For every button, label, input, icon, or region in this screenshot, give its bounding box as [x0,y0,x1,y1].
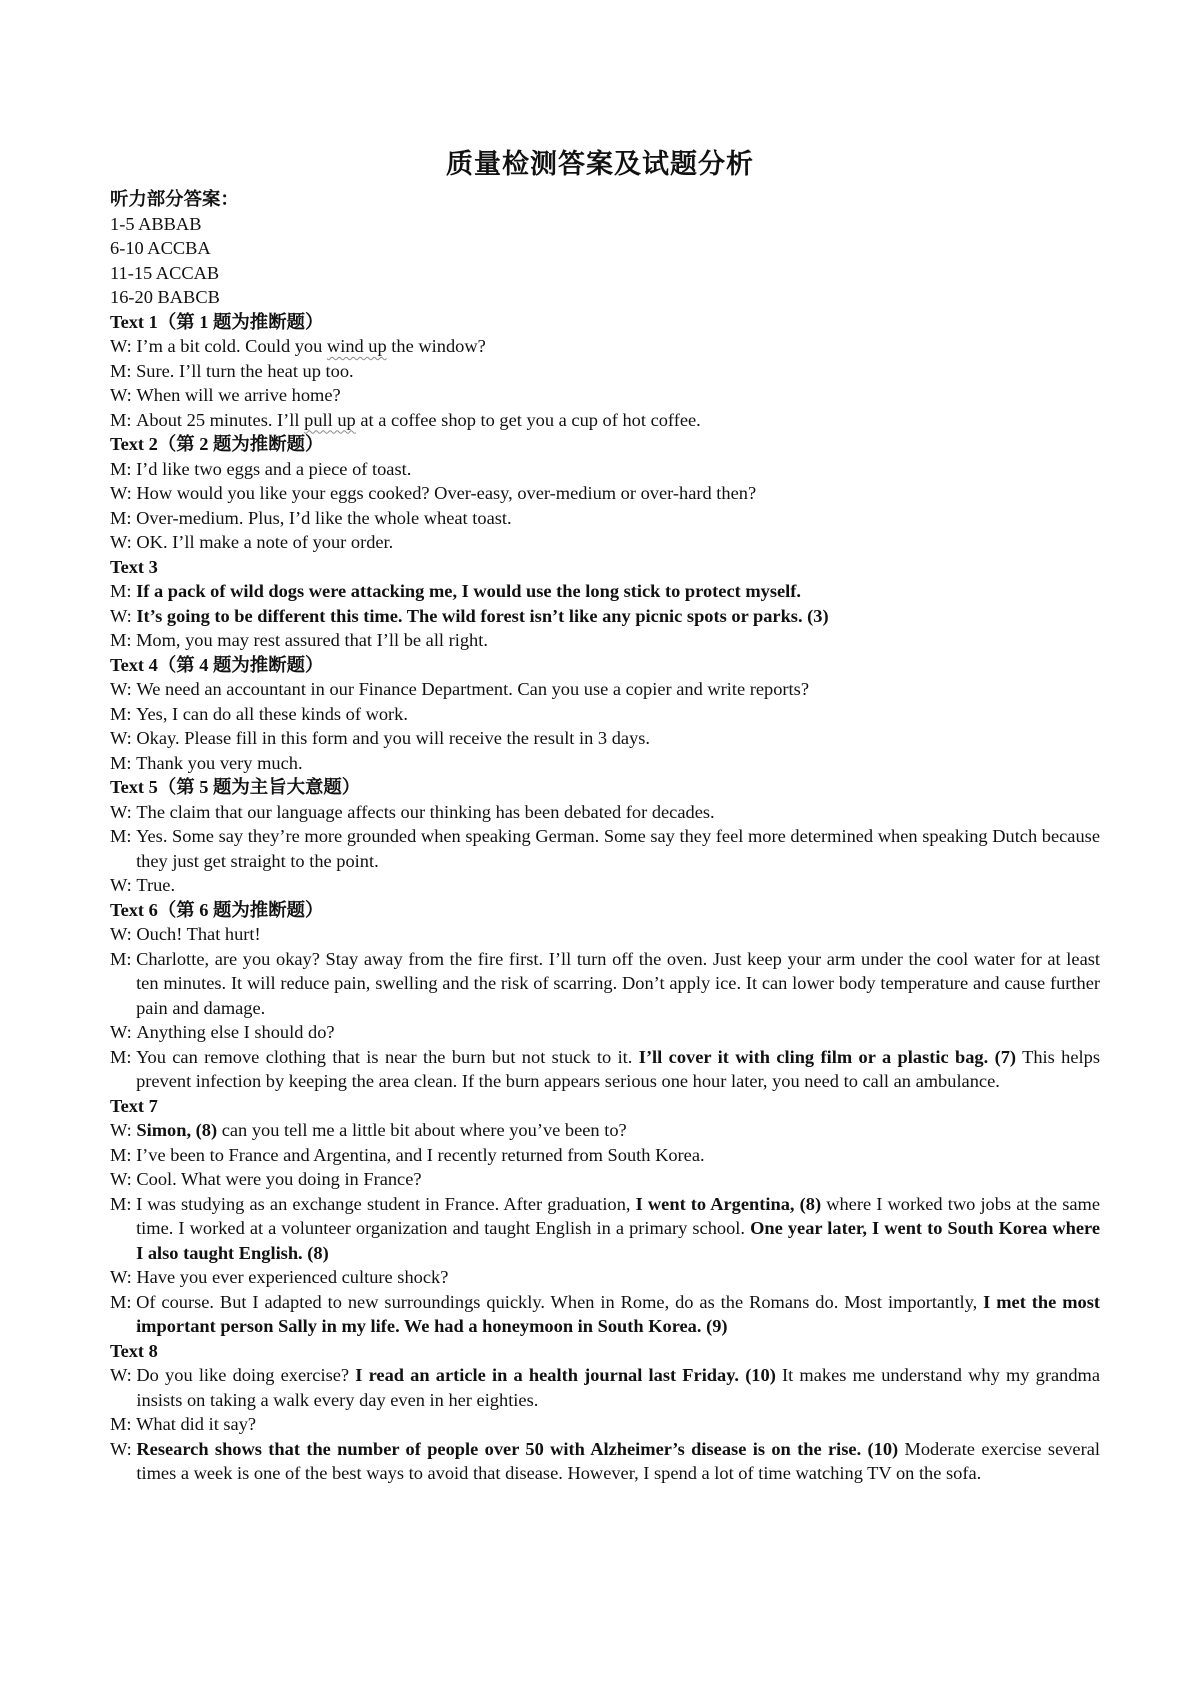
utterance [136,922,1100,947]
document-title: 质量检测答案及试题分析 [446,149,754,179]
utterance [136,702,1100,727]
dialogue-line [110,530,1100,555]
speaker-label: W: [110,1267,137,1287]
utterance [136,457,1100,482]
dialogue-line [110,506,1100,531]
utterance-text: What did it say? [136,1414,257,1434]
utterance-text: I’m a bit cold. Could you [136,336,327,356]
speaker-label: M: [110,458,137,479]
utterance-text: Of course. But I adapted to new surroundings quickly. When in Rome, do as the Romans do. Most importantly, [136,1291,984,1312]
speaker-label: W: [110,532,137,552]
bold-answer-text: I read an article in a health journal last Friday. (10) [355,1365,776,1385]
transcripts [110,310,1100,1486]
transcript-block [110,653,1100,776]
utterance-text: can you tell me a little bit about where you’ve been to? [217,1120,627,1140]
transcript-block [110,775,1100,898]
dialogue-line [110,359,1100,384]
speaker-label: W: [110,1365,137,1385]
bold-answer-text: One year later, I went to South Korea where I also taught English. (8) [136,1218,1100,1263]
utterance-text: I’d like two eggs and a piece of toast. [136,458,412,479]
dialogue-line [110,457,1100,482]
transcript-heading: Text 8 [110,1340,158,1361]
utterance [136,726,1100,751]
utterance [136,1437,1100,1486]
bold-answer-text: It’s going to be different this time. The wild forest isn’t like any picnic spots or parks. (3) [136,605,829,626]
transcript-heading: Text 1（第 1 题为推断题） [110,311,324,332]
utterance-text: OK. I’ll make a note of your order. [136,532,394,552]
utterance-text: We need an accountant in our Finance Department. Can you use a copier and write reports? [136,679,809,699]
answer-line: 1-5 ABBAB [110,213,202,234]
utterance-text: the window? [386,336,486,356]
speaker-label: W: [110,801,137,822]
dialogue-line [110,1143,1100,1168]
utterance [136,383,1100,408]
utterance [136,1045,1100,1094]
speaker-label: W: [110,924,137,944]
utterance [136,408,1100,433]
utterance [136,1363,1100,1412]
utterance-text: I was studying as an exchange student in France. After graduation, [136,1193,636,1214]
transcript-block [110,310,1100,433]
answer-key [110,212,1100,310]
utterance-text: Charlotte, are you okay? Stay away from the fire first. I’ll turn off the oven. Just keep your arm under the cool water for at least ten minutes. It will reduce pain, swelling and the risk of scarring. Don’t apply ice. It can lower body temperature and cause further pain and damage. [136,948,1100,1018]
section-label: 听力部分答案： [110,189,239,209]
speaker-label: W: [110,728,137,748]
transcript-block [110,432,1100,555]
utterance-text: Cool. What were you doing in France? [136,1169,422,1189]
speaker-label: W: [110,1169,137,1189]
utterance-text: True. [136,875,176,895]
utterance [136,800,1100,825]
utterance-text: Over-medium. Plus, I’d like the whole wheat toast. [136,507,512,528]
dialogue-line [110,947,1100,1021]
transcript-heading: Text 5（第 5 题为主旨大意题） [110,777,361,797]
transcript-heading: Text 3 [110,556,158,577]
utterance [136,1192,1100,1266]
dialogue-line [110,873,1100,898]
speaker-label: M: [110,1414,137,1434]
dialogue-line [110,800,1100,825]
speaker-label: M: [110,1144,137,1165]
transcript-block [110,898,1100,1094]
dialogue-line [110,334,1100,359]
utterance-text: How would you like your eggs cooked? Over-easy, over-medium or over-hard then? [136,483,757,503]
dialogue-line [110,1045,1100,1094]
utterance [136,1020,1100,1045]
utterance [136,334,1100,359]
dialogue-line [110,1192,1100,1266]
dialogue-line [110,628,1100,653]
utterance-text: Ouch! That hurt! [136,924,261,944]
speaker-label: W: [110,605,137,626]
utterance [136,1143,1100,1168]
utterance [136,873,1100,898]
dialogue-line [110,408,1100,433]
utterance-text: Thank you very much. [136,752,303,773]
speaker-label: M: [110,948,137,969]
speaker-label: M: [110,507,137,528]
document-body [110,187,1100,1486]
answer-line: 6-10 ACCBA [110,238,211,258]
speaker-label: W: [110,385,137,405]
transcript-block [110,1094,1100,1339]
utterance-text: Okay. Please fill in this form and you will receive the result in 3 days. [136,728,651,748]
bold-answer-text: I met the most important person Sally in my life. We had a honeymoon in South Korea. (9) [136,1291,1100,1336]
utterance [136,1265,1100,1290]
utterance-text: Yes. Some say they’re more grounded when speaking German. Some say they feel more determined when speaking Dutch because they just get straight to the point. [136,826,1100,871]
dialogue-line [110,1118,1100,1143]
utterance-text: Do you like doing exercise? [136,1365,356,1385]
dialogue-line [110,1265,1100,1290]
utterance [136,604,1100,629]
speaker-label: M: [110,1193,137,1214]
utterance [136,579,1100,604]
speaker-label: W: [110,483,137,503]
dialogue-line [110,1363,1100,1412]
dialogue-line [110,751,1100,776]
utterance-text: It makes me understand why my grandma insists on taking a walk every day even in her eighties. [136,1365,1100,1410]
speaker-label: M: [110,360,137,381]
speaker-label: M: [110,630,137,650]
utterance [136,1167,1100,1192]
speaker-label: W: [110,336,137,356]
speaker-label: M: [110,409,137,430]
utterance-text: Have you ever experienced culture shock? [136,1267,449,1287]
utterance [136,1118,1100,1143]
utterance-text: Moderate exercise several times a week is one of the best ways to avoid that disease. However, I spend a lot of time watching TV on the sofa. [136,1438,1100,1483]
utterance-text: Anything else I should do? [136,1022,335,1042]
dialogue-line [110,922,1100,947]
dialogue-line [110,702,1100,727]
transcript-heading: Text 2（第 2 题为推断题） [110,434,324,454]
utterance [136,506,1100,531]
dialogue-line [110,604,1100,629]
bold-answer-text: If a pack of wild dogs were attacking me, I would use the long stick to protect myself. [136,581,801,601]
dialogue-line [110,1167,1100,1192]
utterance [136,947,1100,1021]
dialogue-line [110,1412,1100,1437]
dialogue-line [110,824,1100,873]
utterance [136,628,1100,653]
utterance-text: This helps prevent infection by keeping the area clean. If the burn appears serious one hour later, you need to call an ambulance. [136,1046,1100,1091]
dialogue-line [110,383,1100,408]
speaker-label: M: [110,703,137,724]
speaker-label: M: [110,752,137,773]
bold-answer-text: Research shows that the number of people over 50 with Alzheimer’s disease is on the rise. (10) [136,1438,899,1459]
utterance-text: About 25 minutes. I’ll [136,409,305,430]
transcript-heading: Text 4（第 4 题为推断题） [110,654,324,675]
dialogue-line [110,1290,1100,1339]
dialogue-line [110,481,1100,506]
speaker-label: W: [110,1022,137,1042]
dialogue-line [110,1020,1100,1045]
underlined-phrase: wind up [326,336,387,356]
utterance-text: Yes, I can do all these kinds of work. [136,703,408,724]
speaker-label: W: [110,1438,137,1459]
utterance-text: When will we arrive home? [136,385,341,405]
utterance-text: Sure. I’ll turn the heat up too. [136,360,354,381]
dialogue-line [110,677,1100,702]
utterance-text: Mom, you may rest assured that I’ll be all right. [136,630,488,650]
underlined-phrase: pull up [304,409,356,430]
answer-line: 16-20 BABCB [110,287,220,307]
utterance-text: where I worked two jobs at the same time. I worked at a volunteer organization and taught English in a primary school. [136,1193,1100,1238]
utterance [136,481,1100,506]
answer-line: 11-15 ACCAB [110,262,220,283]
bold-answer-text: I went to Argentina, (8) [635,1193,822,1214]
speaker-label: M: [110,1291,137,1312]
utterance [136,1290,1100,1339]
transcript-block [110,1339,1100,1486]
transcript-heading: Text 6（第 6 题为推断题） [110,899,324,920]
utterance [136,751,1100,776]
utterance-text: The claim that our language affects our thinking has been debated for decades. [136,801,715,822]
speaker-label: W: [110,1120,137,1140]
utterance-text: at a coffee shop to get you a cup of hot coffee. [355,409,701,430]
speaker-label: M: [110,826,137,846]
utterance [136,677,1100,702]
bold-answer-text: I’ll cover it with cling film or a plastic bag. (7) [638,1046,1017,1067]
utterance [136,530,1100,555]
dialogue-line [110,726,1100,751]
speaker-label: M: [110,1046,137,1067]
utterance [136,824,1100,873]
utterance-text: You can remove clothing that is near the burn but not stuck to it. [136,1046,639,1067]
speaker-label: M: [110,581,137,601]
speaker-label: W: [110,679,137,699]
bold-answer-text: Simon, (8) [136,1120,218,1140]
dialogue-line [110,579,1100,604]
utterance [136,1412,1100,1437]
transcript-heading: Text 7 [110,1095,158,1116]
dialogue-line [110,1437,1100,1486]
utterance-text: I’ve been to France and Argentina, and I recently returned from South Korea. [136,1144,705,1165]
speaker-label: W: [110,875,137,895]
utterance [136,359,1100,384]
transcript-block [110,555,1100,653]
